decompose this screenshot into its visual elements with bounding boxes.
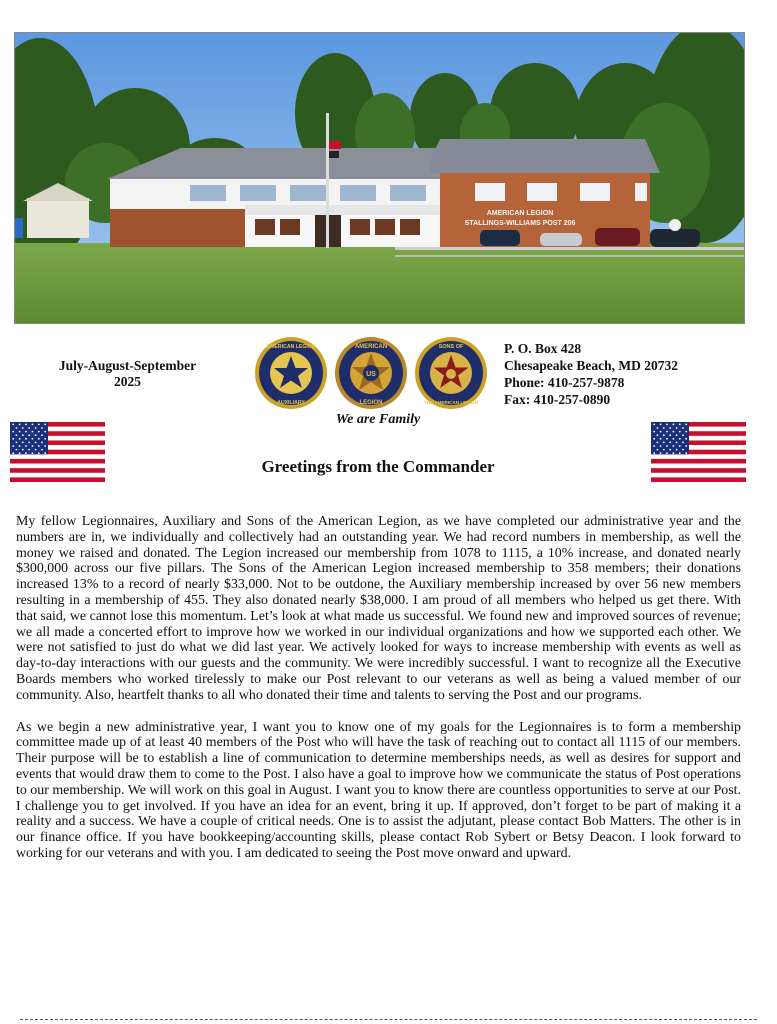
flag-star xyxy=(676,434,678,436)
flag-star xyxy=(653,431,655,433)
flag-star xyxy=(666,424,668,426)
flag-star xyxy=(676,427,678,429)
flag-star xyxy=(44,445,46,447)
flag-star xyxy=(685,445,687,447)
flag-star xyxy=(673,424,675,426)
flag-star xyxy=(679,438,681,440)
flag-stripe xyxy=(10,477,105,482)
article-body xyxy=(16,514,741,878)
po-box: P. O. Box 428 xyxy=(504,341,582,356)
flag-star xyxy=(657,427,659,429)
flag-star xyxy=(28,442,30,444)
flag-star xyxy=(669,434,671,436)
flag-stripe xyxy=(651,454,746,459)
motto: We are Family xyxy=(335,412,421,427)
us-flag-left xyxy=(10,422,105,482)
flag-stripe xyxy=(10,454,105,459)
flag-star xyxy=(666,445,668,447)
flag-star xyxy=(673,431,675,433)
flag-stripe xyxy=(651,477,746,482)
flag-star xyxy=(35,449,37,451)
flag-star xyxy=(657,434,659,436)
phone-number: Phone: 410-257-9878 xyxy=(504,375,625,390)
flag-star xyxy=(16,434,18,436)
flag-star xyxy=(660,431,662,433)
flag-star xyxy=(12,438,14,440)
flag-star xyxy=(669,442,671,444)
flag-star xyxy=(16,442,18,444)
flag-stripe xyxy=(651,459,746,464)
flag-star xyxy=(12,424,14,426)
flag-stripe xyxy=(651,464,746,469)
flag-star xyxy=(38,452,40,454)
flag-star xyxy=(685,431,687,433)
issue-date xyxy=(20,358,235,390)
auxiliary-emblem-bottom: AUXILIARY xyxy=(277,400,305,406)
flag-star xyxy=(35,427,37,429)
flag-star xyxy=(660,452,662,454)
issue-period: July-August-September xyxy=(58,358,197,373)
flag-star xyxy=(35,442,37,444)
legion-emblem-center: US xyxy=(366,371,376,378)
post-building-photo xyxy=(14,32,745,324)
flag-star xyxy=(28,427,30,429)
flag-star xyxy=(32,452,34,454)
flag-star xyxy=(32,438,34,440)
flag-star xyxy=(25,438,27,440)
us-flag-right xyxy=(651,422,746,482)
flag-star xyxy=(38,431,40,433)
flag-star xyxy=(28,449,30,451)
flag-star xyxy=(12,431,14,433)
flag-star xyxy=(682,449,684,451)
flag-star xyxy=(676,442,678,444)
flag-star xyxy=(666,438,668,440)
city-state-zip: Chesapeake Beach, MD 20732 xyxy=(504,358,678,373)
flag-star xyxy=(38,445,40,447)
flag-star xyxy=(41,449,43,451)
article-paragraph: My fellow Legionnaires, Auxiliary and Sons of the American Legion, as we have completed our administrative year and the numbers are in, we individually and collectively had an outstanding year. We had record numbers in membership, as well the money we raised and donated. The Legion increased our membership from 1078 to 1115, a 10% increase, and donated nearly $300,000 across our five pillars. The Sons of the American Legion increased membership to 358 members; their donations increased 13% to a record of nearly $33,000. Not to be outdone, the Auxiliary membership increased by over 56 new members resulting in a membership of 455. They also donated nearly $38,000. I am proud of all members who helped us get there. With that said, we cannot lose this momentum. Let’s look at what made us successful. We found new and improved sources of revenue; we all made a concerted effort to improve how we worked in our individual organizations and how we supported each other. We were not satisfied to just do what we did last year. We actively looked for ways to increase membership with events as well as day-to-day interactions with our guests and the community. We were incredibly successful. I want to recognize all the Executive Boards members who worked tirelessly to make our Post relevant to our veterans as well as being a valued member of our community. Also, heartfelt thanks to all who donated their time and talents to serving the Post and our programs. xyxy=(16,514,741,703)
fax-number: Fax: 410-257-0890 xyxy=(504,392,611,407)
legion-emblem-top: AMERICAN xyxy=(354,344,388,350)
flag-star xyxy=(673,452,675,454)
flag-star xyxy=(44,438,46,440)
flag-star xyxy=(32,445,34,447)
flag-star xyxy=(685,424,687,426)
flag-star xyxy=(19,438,21,440)
building-sign-line1: AMERICAN LEGION xyxy=(486,210,554,217)
contact-block xyxy=(504,340,754,408)
auxiliary-emblem xyxy=(254,336,328,410)
flag-star xyxy=(679,424,681,426)
flag-star xyxy=(16,449,18,451)
flag-star xyxy=(673,438,675,440)
legion-emblem xyxy=(334,336,408,410)
flag-star xyxy=(669,427,671,429)
flag-star xyxy=(25,445,27,447)
flag-star xyxy=(44,452,46,454)
flag-star xyxy=(666,452,668,454)
flag-stripe xyxy=(651,468,746,473)
flag-star xyxy=(44,424,46,426)
flag-star xyxy=(657,442,659,444)
flag-star xyxy=(663,427,665,429)
flag-stripe xyxy=(10,473,105,478)
flag-star xyxy=(38,424,40,426)
flag-star xyxy=(22,427,24,429)
flag-star xyxy=(44,431,46,433)
flag-star xyxy=(19,452,21,454)
article-paragraph: As we begin a new administrative year, I want you to know one of my goals for the Legionnaires is to form a membership committee made up of at least 40 members of the Post who will have the task of reaching out to contact all 1115 of our members. Their purpose will be to establish a line of communication to determine memberships needs, as well as desires for support and events that would draw them to come to the Post. I also have a goal to improve how we communicate the status of Post operations to our membership. We will work on this goal in August. I want you to know there are countless opportunities to serve at our Post. I challenge you to get involved. If you have an idea for an event, bring it up. If approved, don’t forget to be part of making it a reality and a success. We have a couple of critical needs. One is to assist the adjutant, please contact Bob Matters. The other is in our finance office. If you have bookkeeping/accounting skills, please contact Rob Sybert or Betsy Deacon. I look forward to working for our veterans and with you. I am dedicated to seeing the Post move onward and upward. xyxy=(16,719,741,861)
flag-star xyxy=(679,445,681,447)
sons-emblem xyxy=(414,336,488,410)
sons-emblem-bottom: THE AMERICAN LEGION xyxy=(424,400,478,405)
flag-stripe xyxy=(10,464,105,469)
flag-star xyxy=(657,449,659,451)
flag-stripe xyxy=(10,468,105,473)
flag-star xyxy=(41,434,43,436)
flag-star xyxy=(41,427,43,429)
flag-star xyxy=(653,445,655,447)
flag-star xyxy=(28,434,30,436)
flag-star xyxy=(653,438,655,440)
emblem-group xyxy=(254,336,486,410)
flag-star xyxy=(22,449,24,451)
legion-emblem-bottom: LEGION xyxy=(359,400,383,406)
flag-star xyxy=(22,442,24,444)
flag-star xyxy=(25,424,27,426)
flag-star xyxy=(12,452,14,454)
flag-star xyxy=(663,434,665,436)
flag-star xyxy=(685,452,687,454)
flag-star xyxy=(32,424,34,426)
flag-star xyxy=(653,452,655,454)
flag-star xyxy=(660,445,662,447)
flag-star xyxy=(41,442,43,444)
flag-star xyxy=(679,452,681,454)
flag-star xyxy=(19,445,21,447)
issue-year: 2025 xyxy=(114,374,141,389)
auxiliary-emblem-top: AMERICAN LEGION xyxy=(266,344,316,350)
flag-star xyxy=(676,449,678,451)
flag-stripe xyxy=(10,459,105,464)
flag-star xyxy=(35,434,37,436)
flag-star xyxy=(22,434,24,436)
flag-star xyxy=(682,427,684,429)
flag-star xyxy=(663,449,665,451)
sons-emblem-top: SONS OF xyxy=(438,344,464,350)
flag-star xyxy=(653,424,655,426)
flag-star xyxy=(663,442,665,444)
flag-star xyxy=(16,427,18,429)
flag-star xyxy=(25,431,27,433)
flag-star xyxy=(660,438,662,440)
flag-star xyxy=(666,431,668,433)
page-divider xyxy=(20,1019,757,1020)
flag-star xyxy=(12,445,14,447)
building-sign-line2: STALLINGS-WILLIAMS POST 206 xyxy=(464,220,576,227)
flag-star xyxy=(32,431,34,433)
flag-star xyxy=(673,445,675,447)
flag-star xyxy=(679,431,681,433)
flag-star xyxy=(38,438,40,440)
flag-star xyxy=(685,438,687,440)
flag-star xyxy=(25,452,27,454)
flag-star xyxy=(19,431,21,433)
article-title: Greetings from the Commander xyxy=(261,457,495,476)
flag-star xyxy=(660,424,662,426)
flag-star xyxy=(682,442,684,444)
flag-star xyxy=(669,449,671,451)
flag-star xyxy=(19,424,21,426)
flag-stripe xyxy=(651,473,746,478)
flag-star xyxy=(682,434,684,436)
